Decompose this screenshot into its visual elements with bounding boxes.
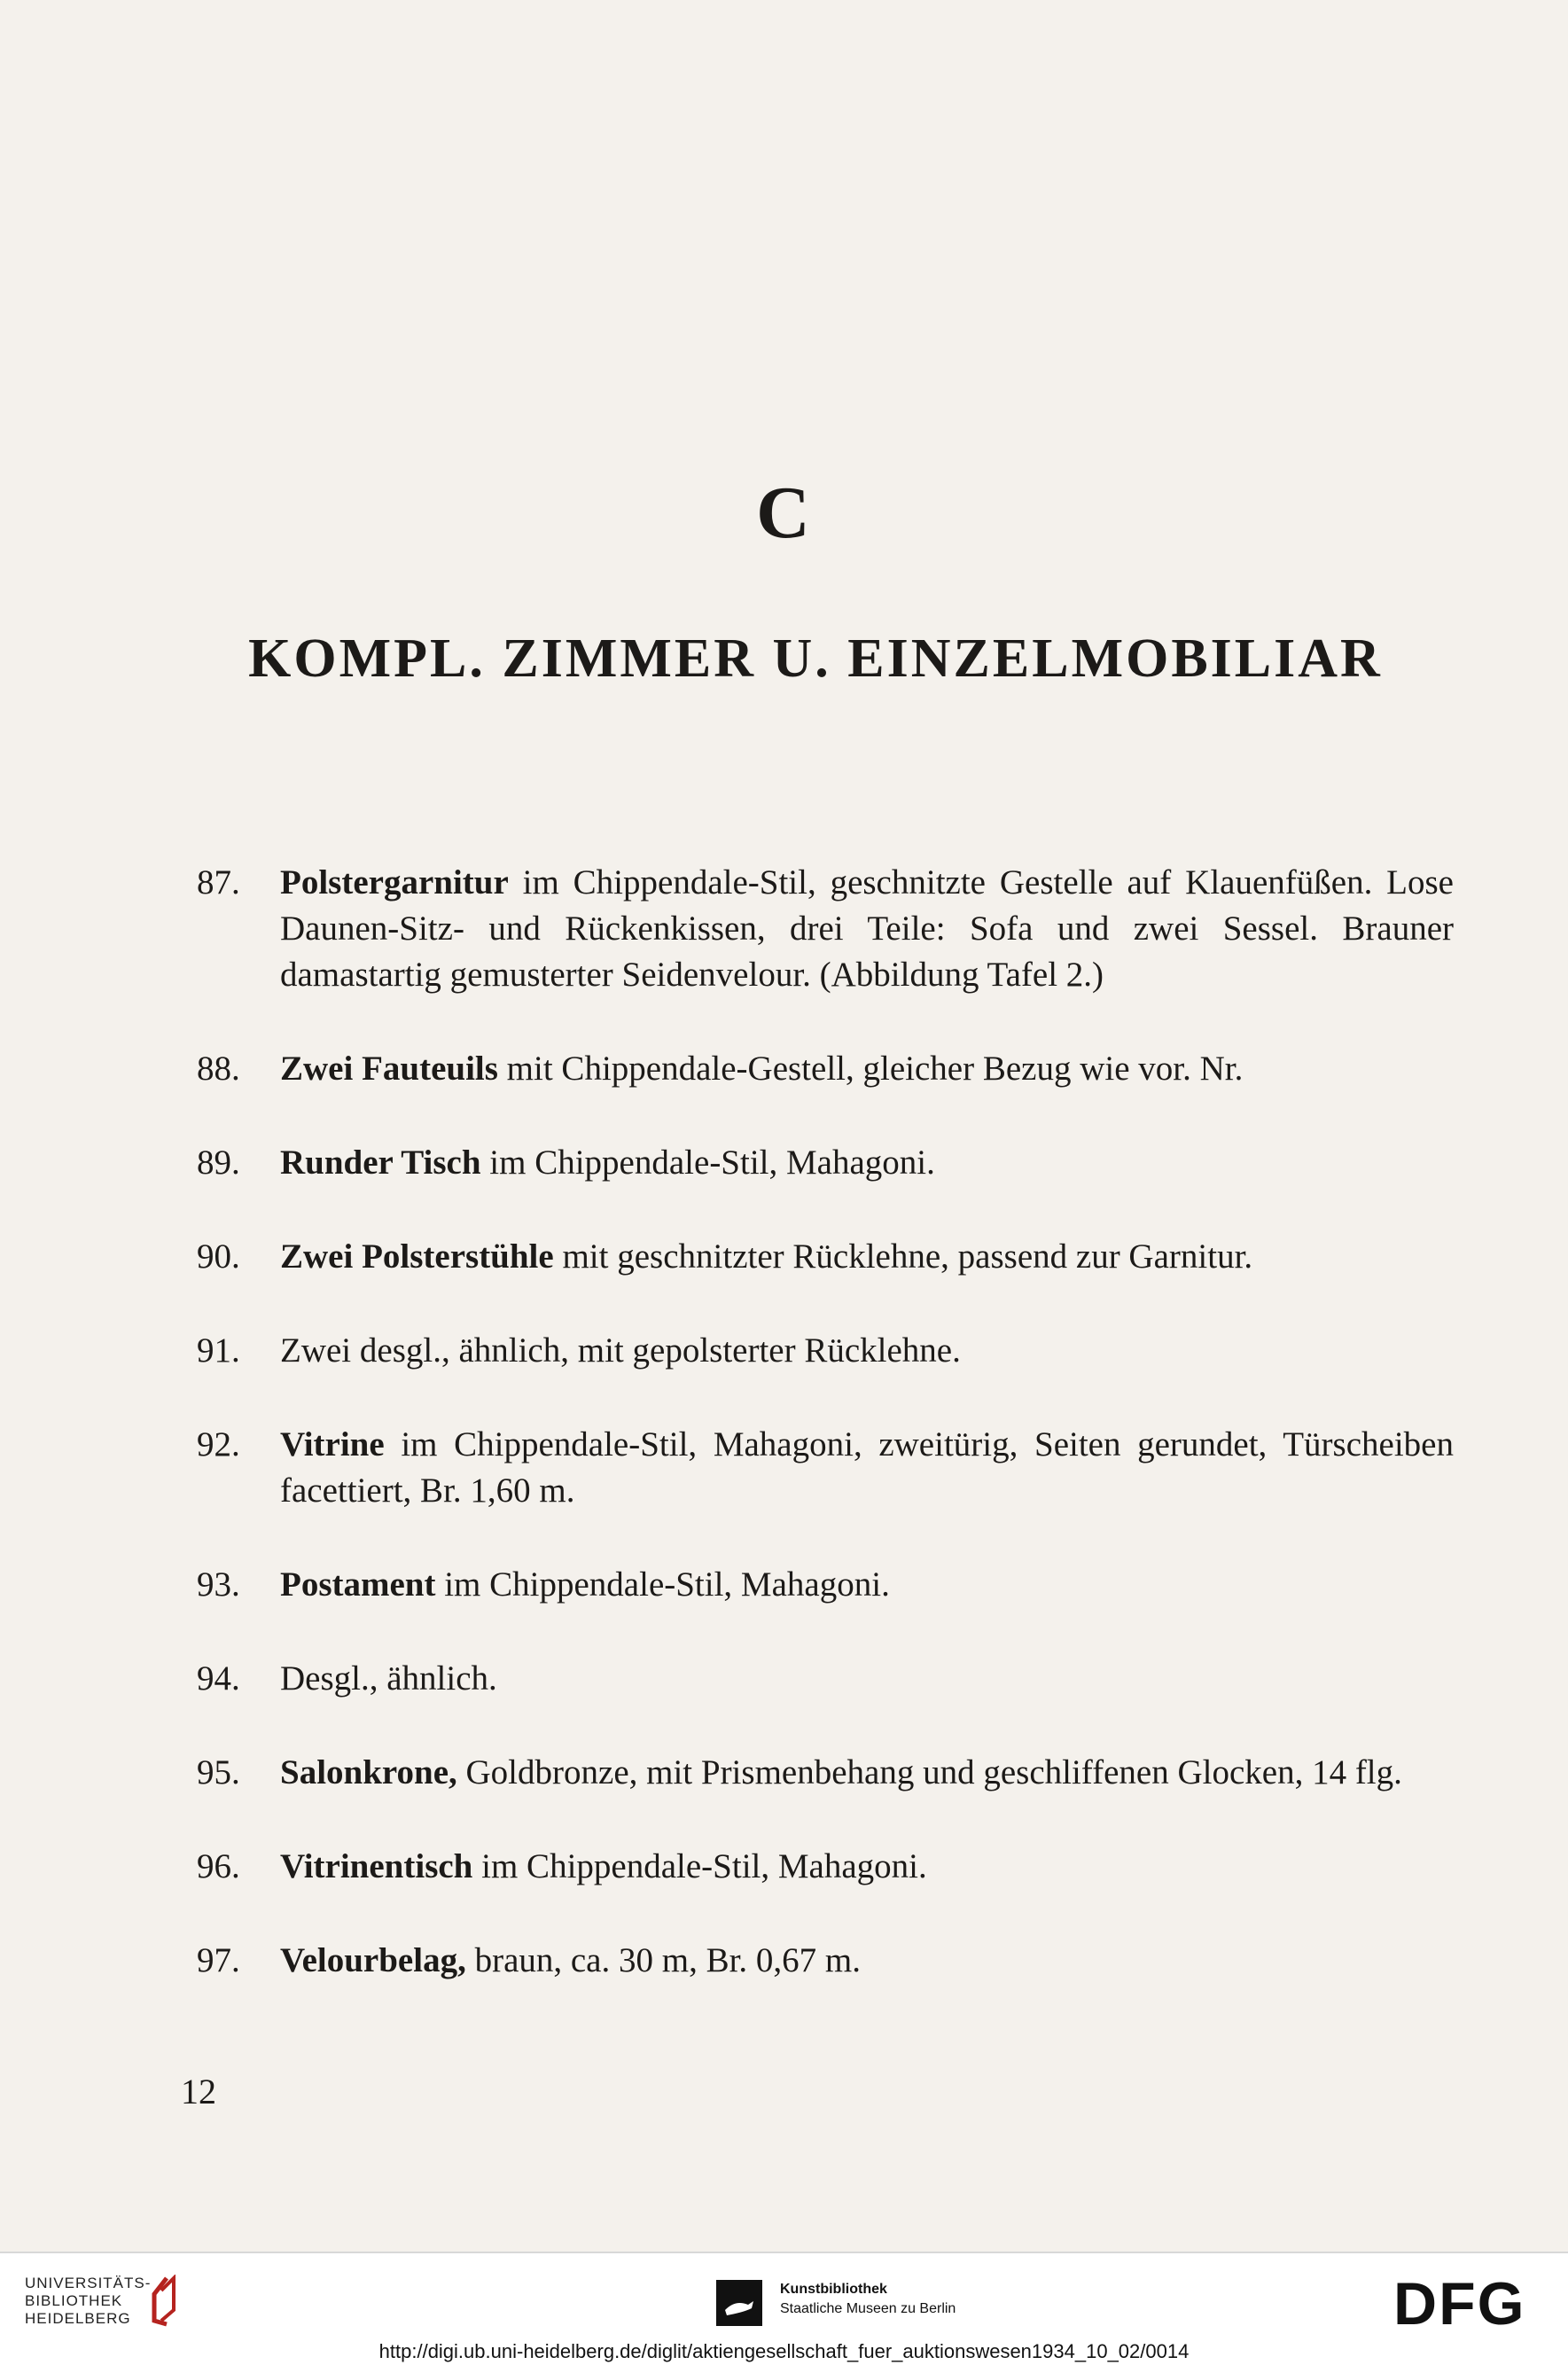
entry-number: 94. xyxy=(197,1659,240,1698)
dfg-logo[interactable]: DFG xyxy=(1393,2270,1526,2338)
entry-description: mit Chippendale-Gestell, gleicher Bezug wie vor. Nr. xyxy=(497,1050,1244,1088)
university-logo-line: HEIDELBERG xyxy=(25,2310,131,2327)
entry-text xyxy=(280,1234,1454,1280)
page-number: 12 xyxy=(181,2072,216,2111)
entry-number: 92. xyxy=(197,1425,240,1463)
catalog-entries xyxy=(197,860,1454,2032)
entry-number: 95. xyxy=(197,1753,240,1791)
entry-description: im Chippendale-Stil, geschnitzte Gestelle auf Klauenfüßen. Lose Daunen-Sitz- und Rückenkissen, drei Teile: Sofa und zwei Sessel. Brauner damastartig gemusterter Seidenvelour. (Abbildung Tafel 2.) xyxy=(280,863,1454,994)
kunstbibliothek-text xyxy=(780,2280,956,2319)
entry-name: Velourbelag, xyxy=(280,1941,466,1979)
entry-description: im Chippendale-Stil, Mahagoni. xyxy=(435,1565,890,1604)
catalog-entry xyxy=(197,1938,1454,1984)
catalog-entry xyxy=(197,860,1454,998)
kb-title: Kunstbibliothek xyxy=(780,2282,887,2297)
entry-number: 93. xyxy=(197,1565,240,1604)
entry-text xyxy=(280,1562,1454,1608)
section-title: KOMPL. ZIMMER U. EINZELMOBILIAR xyxy=(248,628,1383,689)
entry-description: Zwei desgl., ähnlich, mit gepolsterter Rücklehne. xyxy=(280,1331,961,1370)
entry-text xyxy=(280,1750,1454,1796)
catalog-entry xyxy=(197,1234,1454,1280)
kb-subtitle: Staatliche Museen zu Berlin xyxy=(780,2301,956,2316)
entry-description: Goldbronze, mit Prismenbehang und geschliffenen Glocken, 14 flg. xyxy=(456,1753,1402,1791)
entry-number: 88. xyxy=(197,1050,240,1088)
bird-icon xyxy=(716,2280,762,2326)
footer-bar xyxy=(0,2252,1568,2365)
entry-number: 91. xyxy=(197,1331,240,1370)
entry-text xyxy=(280,1328,1454,1374)
entry-text xyxy=(280,860,1454,998)
entry-text xyxy=(280,1422,1454,1514)
catalog-entry xyxy=(197,1140,1454,1186)
section-letter: C xyxy=(756,472,812,554)
entry-text xyxy=(280,1046,1454,1092)
entry-name: Zwei Polsterstühle xyxy=(280,1237,554,1276)
entry-name: Zwei Fauteuils xyxy=(280,1050,498,1088)
entry-text xyxy=(280,1140,1454,1186)
permalink-url[interactable]: http://digi.ub.uni-heidelberg.de/diglit/aktiengesellschaft_fuer_auktionswesen1934_10_02/0014 xyxy=(378,2340,1190,2362)
entry-number: 90. xyxy=(197,1237,240,1276)
entry-number: 87. xyxy=(197,863,240,902)
entry-description: Desgl., ähnlich. xyxy=(280,1659,497,1698)
entry-text xyxy=(280,1938,1454,1984)
entry-number: 97. xyxy=(197,1941,240,1979)
entry-name: Runder Tisch xyxy=(280,1143,481,1182)
entry-number: 89. xyxy=(197,1143,240,1182)
catalog-entry xyxy=(197,1422,1454,1514)
catalog-entry xyxy=(197,1656,1454,1702)
entry-name: Salonkrone, xyxy=(280,1753,457,1791)
kunstbibliothek-logo-icon[interactable] xyxy=(716,2280,762,2326)
entry-description: mit geschnitzter Rücklehne, passend zur Garnitur. xyxy=(553,1237,1253,1276)
university-logo-line: BIBLIOTHEK xyxy=(25,2292,123,2309)
entry-text xyxy=(280,1656,1454,1702)
entry-description: im Chippendale-Stil, Mahagoni, zweitürig, Seiten gerundet, Türscheiben facettiert, Br. 1,60 m. xyxy=(280,1425,1454,1510)
catalog-entry xyxy=(197,1562,1454,1608)
entry-name: Vitrinentisch xyxy=(280,1847,473,1885)
entry-number: 96. xyxy=(197,1847,240,1885)
university-library-logo[interactable] xyxy=(25,2275,151,2328)
catalog-entry xyxy=(197,1046,1454,1092)
entry-description: im Chippendale-Stil, Mahagoni. xyxy=(480,1143,935,1182)
entry-name: Polstergarnitur xyxy=(280,863,509,902)
entry-name: Vitrine xyxy=(280,1425,385,1463)
catalog-entry xyxy=(197,1844,1454,1890)
entry-description: braun, ca. 30 m, Br. 0,67 m. xyxy=(465,1941,862,1979)
catalog-entry xyxy=(197,1328,1454,1374)
entry-text xyxy=(280,1844,1454,1890)
entry-name: Postament xyxy=(280,1565,436,1604)
entry-description: im Chippendale-Stil, Mahagoni. xyxy=(472,1847,927,1885)
catalog-entry xyxy=(197,1750,1454,1796)
university-logo-line: UNIVERSITÄTS- xyxy=(25,2275,152,2291)
university-seal-icon xyxy=(149,2275,184,2328)
